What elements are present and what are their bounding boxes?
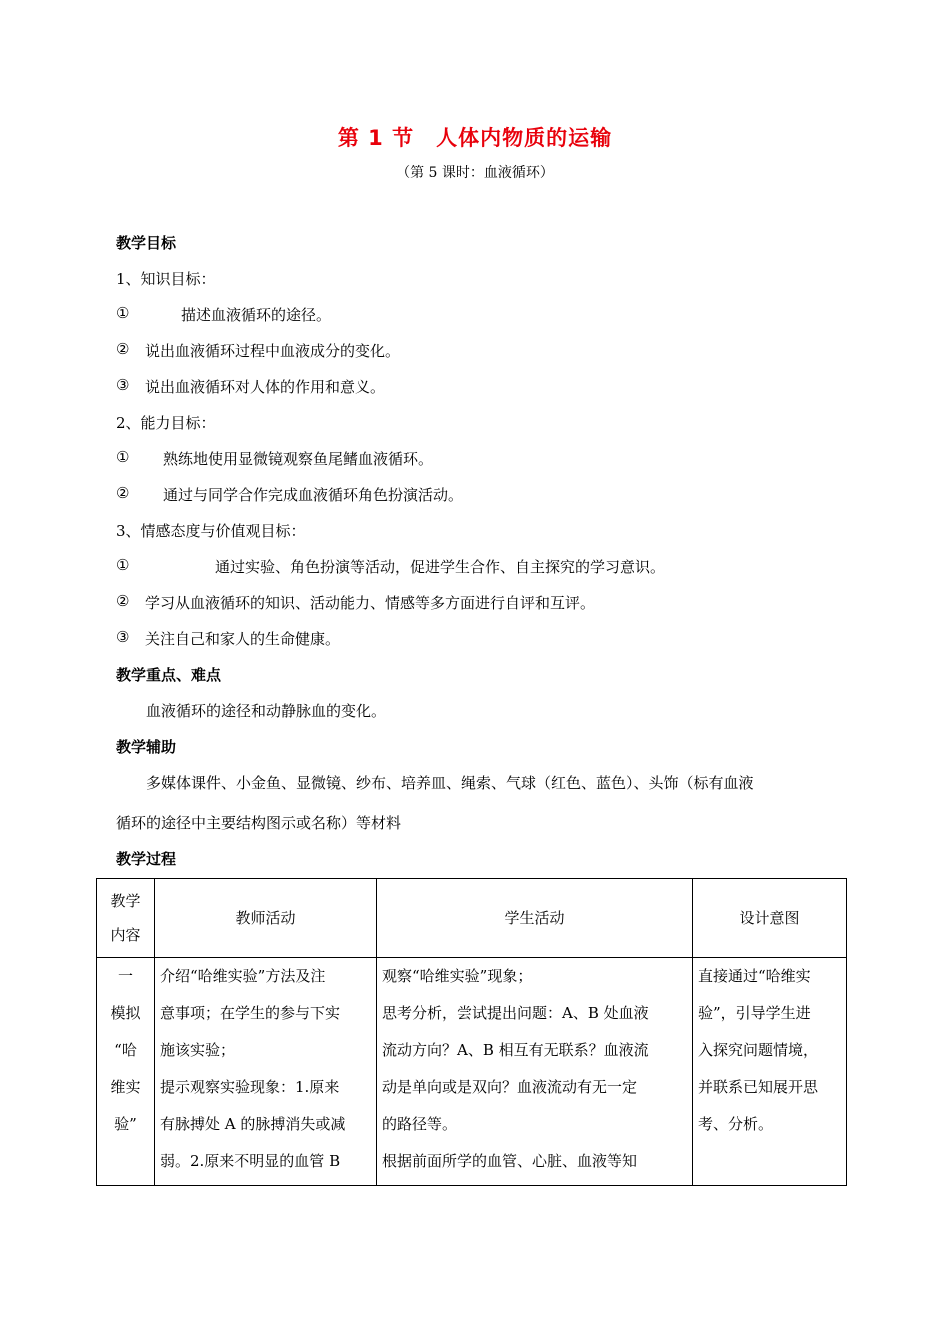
row1-teacher xyxy=(155,958,377,1186)
header-student: 学生活动 xyxy=(377,879,693,958)
row1-teacher-line: 有脉搏处 A 的脉搏消失或减 xyxy=(160,1115,346,1133)
aids-line-1: 多媒体课件、小金鱼、显微镜、纱布、培养皿、绳索、气球（红色、蓝色）、头饰（标有血液 xyxy=(146,774,754,792)
process-table xyxy=(96,878,847,1186)
emotion-item-1-text: 通过实验、角色扮演等活动，促进学生合作、自主探究的学习意识。 xyxy=(215,558,666,576)
row1-design-line: 验”，引导学生进 xyxy=(698,1004,811,1022)
emotion-item-2-mark: ② xyxy=(116,592,130,610)
row1-student-line: 观察“哈维实验”现象； xyxy=(382,967,533,985)
knowledge-item-3 xyxy=(116,376,129,394)
emotion-item-3-text: 关注自己和家人的生命健康。 xyxy=(145,630,341,648)
ability-item-2 xyxy=(116,484,129,502)
row1-teacher-line: 施该实验； xyxy=(160,1041,236,1059)
row1-content-line: 一 xyxy=(117,967,133,985)
knowledge-item-1 xyxy=(116,304,129,322)
knowledge-item-2-mark: ② xyxy=(116,340,130,358)
emotion-item-2 xyxy=(116,592,129,610)
row1-student-line: 动是单向或是双向？血液流动有无一定 xyxy=(382,1078,638,1096)
row1-design-line: 并联系已知展开思 xyxy=(698,1078,819,1096)
key-points-text: 血液循环的途径和动静脉血的变化。 xyxy=(146,702,387,720)
objectives-heading: 教学目标 xyxy=(116,234,177,252)
aids-heading: 教学辅助 xyxy=(116,738,177,756)
emotion-item-3-mark: ③ xyxy=(116,628,130,646)
row1-student-line: 流动方向？A、B 相互有无联系？血液流 xyxy=(382,1041,649,1059)
emotion-item-2-text: 学习从血液循环的知识、活动能力、情感等多方面进行自评和互评。 xyxy=(145,594,596,612)
aids-line-2: 循环的途径中主要结构图示或名称）等材料 xyxy=(116,814,402,832)
row1-student-line: 思考分析，尝试提出问题：A、B 处血液 xyxy=(382,1004,649,1022)
knowledge-item-1-text: 描述血液循环的途径。 xyxy=(181,306,332,324)
page-subtitle: （第 5 课时：血液循环） xyxy=(396,165,554,181)
ability-item-1 xyxy=(116,448,129,466)
knowledge-item-3-text: 说出血液循环对人体的作用和意义。 xyxy=(145,378,386,396)
knowledge-item-2 xyxy=(116,340,129,358)
ability-item-1-text: 熟练地使用显微镜观察鱼尾鳍血液循环。 xyxy=(163,450,434,468)
row1-design-line: 入探究问题情境， xyxy=(698,1041,819,1059)
row1-content xyxy=(97,958,155,1186)
knowledge-item-1-mark: ① xyxy=(116,304,130,322)
ability-label: 2、能力目标： xyxy=(116,414,216,432)
page-title: 第 1 节 人体内物质的运输 xyxy=(337,126,613,150)
ability-item-2-text: 通过与同学合作完成血液循环角色扮演活动。 xyxy=(163,486,464,504)
row1-content-line: “哈 xyxy=(114,1041,137,1059)
row1-teacher-line: 提示观察实验现象：1.原来 xyxy=(160,1078,340,1096)
row1-content-line: 维实 xyxy=(110,1078,141,1096)
header-design: 设计意图 xyxy=(693,879,847,958)
emotion-item-1 xyxy=(116,556,129,574)
row1-design-line: 直接通过“哈维实 xyxy=(698,967,811,985)
header-content-line-2: 内容 xyxy=(110,926,141,944)
knowledge-label: 1、知识目标： xyxy=(116,270,216,288)
table-header-row xyxy=(97,879,847,958)
knowledge-item-3-mark: ③ xyxy=(116,376,130,394)
emotion-item-3 xyxy=(116,628,129,646)
row1-teacher-line: 介绍“哈维实验”方法及注 xyxy=(160,967,326,985)
header-content-line-1: 教学 xyxy=(110,892,141,910)
header-teacher: 教师活动 xyxy=(155,879,377,958)
emotion-item-1-mark: ① xyxy=(116,556,130,574)
process-heading: 教学过程 xyxy=(116,850,177,868)
row1-teacher-line: 弱。2.原来不明显的血管 B xyxy=(160,1152,341,1170)
row1-content-line: 模拟 xyxy=(110,1004,141,1022)
row1-design xyxy=(693,958,847,1186)
row1-design-line: 考、分析。 xyxy=(698,1115,774,1133)
row1-student-line: 根据前面所学的血管、心脏、血液等知 xyxy=(382,1152,638,1170)
row1-teacher-line: 意事项；在学生的参与下实 xyxy=(160,1004,341,1022)
key-points-heading: 教学重点、难点 xyxy=(116,666,222,684)
emotion-label: 3、情感态度与价值观目标： xyxy=(116,522,306,540)
row1-student-line: 的路径等。 xyxy=(382,1115,458,1133)
header-content xyxy=(97,879,155,958)
row1-content-line: 验” xyxy=(114,1115,137,1133)
ability-item-2-mark: ② xyxy=(116,484,130,502)
row1-student xyxy=(377,958,693,1186)
ability-item-1-mark: ① xyxy=(116,448,130,466)
table-row xyxy=(97,958,847,1186)
knowledge-item-2-text: 说出血液循环过程中血液成分的变化。 xyxy=(145,342,401,360)
